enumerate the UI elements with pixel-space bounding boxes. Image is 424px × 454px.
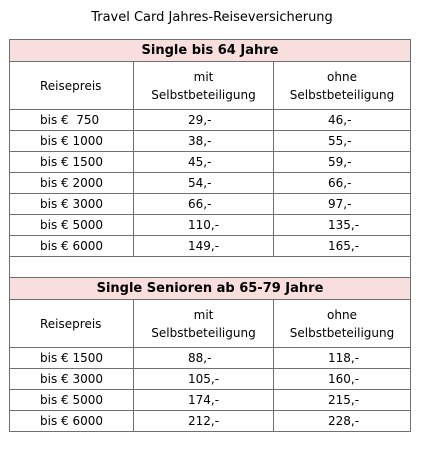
price-cell: bis € 3000: [10, 369, 134, 390]
header-mit-line2: Selbstbeteiligung: [151, 87, 256, 102]
table-row: [10, 215, 411, 236]
price-cell: bis € 6000: [10, 411, 134, 432]
mit-value-cell: 54,-: [134, 173, 274, 194]
table-body: [10, 40, 411, 432]
header-mit-line2: Selbstbeteiligung: [151, 325, 256, 340]
ohne-value-cell: 165,-: [274, 236, 411, 257]
ohne-value-cell: 66,-: [274, 173, 411, 194]
header-mit-line1: mit: [193, 307, 214, 322]
header-ohne-selbstbeteiligung: [274, 300, 411, 348]
ohne-value-cell: 118,-: [274, 348, 411, 369]
ohne-value-cell: 228,-: [274, 411, 411, 432]
ohne-value-cell: 135,-: [274, 215, 411, 236]
table-row: [10, 194, 411, 215]
header-ohne-line1: ohne: [327, 69, 357, 84]
header-ohne-line2: Selbstbeteiligung: [289, 325, 395, 340]
price-cell: bis € 1000: [10, 131, 134, 152]
price-cell: bis € 5000: [10, 390, 134, 411]
ohne-value-cell: 46,-: [274, 110, 411, 131]
header-ohne-line2: Selbstbeteiligung: [289, 87, 395, 102]
mit-value-cell: 110,-: [134, 215, 274, 236]
price-cell: bis € 6000: [10, 236, 134, 257]
ohne-value-cell: 160,-: [274, 369, 411, 390]
header-ohne-line1: ohne: [327, 307, 357, 322]
mit-value-cell: 66,-: [134, 194, 274, 215]
table-row: [10, 173, 411, 194]
header-mit-line1: mit: [193, 69, 214, 84]
ohne-value-cell: 215,-: [274, 390, 411, 411]
mit-value-cell: 105,-: [134, 369, 274, 390]
section-heading-row: [10, 40, 411, 62]
header-mit-selbstbeteiligung: [134, 62, 274, 110]
price-cell: bis € 5000: [10, 215, 134, 236]
column-header-row: [10, 62, 411, 110]
ohne-value-cell: 97,-: [274, 194, 411, 215]
spacer-cell: [10, 257, 411, 278]
ohne-value-cell: 55,-: [274, 131, 411, 152]
price-cell: bis € 750: [10, 110, 134, 131]
header-reisepreis: Reisepreis: [10, 62, 134, 110]
column-header-row: [10, 300, 411, 348]
mit-value-cell: 29,-: [134, 110, 274, 131]
price-cell: bis € 1500: [10, 348, 134, 369]
price-cell: bis € 3000: [10, 194, 134, 215]
table-row: [10, 369, 411, 390]
section-heading: Single bis 64 Jahre: [10, 40, 411, 62]
mit-value-cell: 212,-: [134, 411, 274, 432]
table-row: [10, 348, 411, 369]
mit-value-cell: 174,-: [134, 390, 274, 411]
price-cell: bis € 2000: [10, 173, 134, 194]
mit-value-cell: 45,-: [134, 152, 274, 173]
section-heading: Single Senioren ab 65-79 Jahre: [10, 278, 411, 300]
header-ohne-selbstbeteiligung: [274, 62, 411, 110]
table-row: [10, 236, 411, 257]
section-heading-row: [10, 278, 411, 300]
table-row: [10, 390, 411, 411]
insurance-price-table: [9, 39, 411, 432]
section-spacer-row: [10, 257, 411, 278]
table-row: [10, 131, 411, 152]
table-row: [10, 110, 411, 131]
ohne-value-cell: 59,-: [274, 152, 411, 173]
price-cell: bis € 1500: [10, 152, 134, 173]
mit-value-cell: 88,-: [134, 348, 274, 369]
page-title: Travel Card Jahres-Reiseversicherung: [91, 10, 333, 25]
mit-value-cell: 38,-: [134, 131, 274, 152]
table-row: [10, 152, 411, 173]
mit-value-cell: 149,-: [134, 236, 274, 257]
header-reisepreis: Reisepreis: [10, 300, 134, 348]
header-mit-selbstbeteiligung: [134, 300, 274, 348]
table-row: [10, 411, 411, 432]
